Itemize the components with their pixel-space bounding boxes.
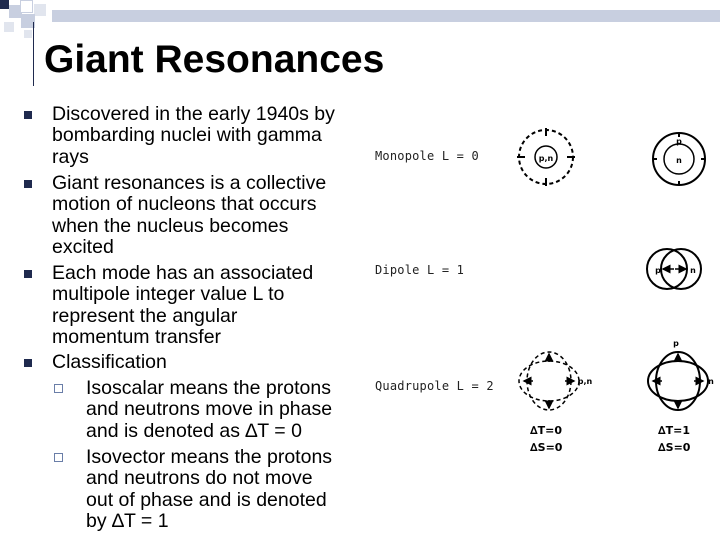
bullet-line: Classification [52,351,167,373]
monopole-label: Monopole L = 0 [375,149,479,163]
delta-s-label: ∆S=0 [530,441,563,454]
quadrupole-label: Quadrupole L = 2 [375,379,494,393]
isoscalar-labels [530,424,562,454]
bullet-line: motion of nucleons that occurs [52,193,317,216]
bullet-line: by ∆T = 1 [86,510,169,533]
monopole-isoscalar-figure [517,128,575,186]
bullet-line: Isovector means the protons [86,446,333,468]
delta-t-label: ∆T=1 [658,424,691,437]
bullet-line: out of phase and is denoted [86,488,327,511]
p-label: p [655,266,661,275]
bullet-line: multipole integer value L to [52,283,285,306]
bullet-line: and neutrons move in phase [86,398,333,421]
bullet-line: Discovered in the early 1940s by [52,103,335,125]
p-label: p [673,339,679,348]
pn-label: p,n [577,377,593,386]
n-label: n [708,377,714,386]
p-label: p [676,137,682,146]
isovector-labels [658,424,690,454]
bullet-line: and neutrons do not move [86,467,313,490]
bullet-line: Each mode has an associated [52,262,314,284]
delta-s-label: ∆S=0 [658,441,691,454]
bullet-line: Isoscalar means the protons [86,377,331,399]
bullet-line: when the nucleus becomes [52,214,289,237]
bullet-line: represent the angular [52,304,238,327]
bullet-line: bombarding nuclei with gamma [52,124,322,147]
quadrupole-isovector-figure [648,339,714,410]
pn-label: p,n [538,154,554,163]
quadrupole-isoscalar-figure [519,352,593,410]
n-label: n [690,266,696,275]
monopole-isovector-figure [653,133,705,185]
dipole-figure [647,249,701,289]
delta-t-label: ∆T=0 [530,424,563,437]
dipole-label: Dipole L = 1 [375,263,465,277]
slide-title: Giant Resonances [44,38,385,81]
n-label: n [676,156,682,165]
bullet-line: Giant resonances is a collective [52,172,327,194]
bullet-line: and is denoted as ∆T = 0 [86,419,302,442]
bullet-line: excited [52,236,114,259]
bullet-line: rays [52,145,89,168]
bullet-line: momentum transfer [52,326,222,349]
